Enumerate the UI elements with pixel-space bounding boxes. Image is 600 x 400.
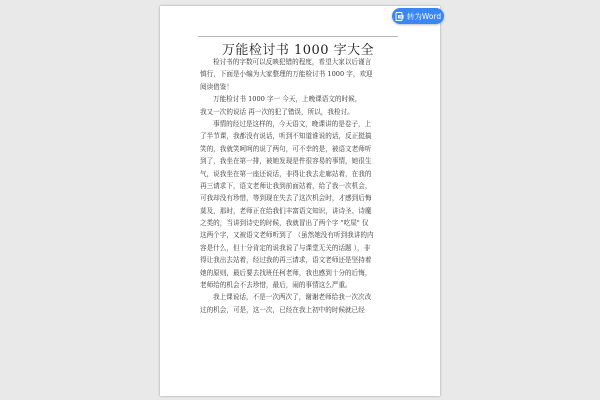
body-line: 莫及，那时，老师正在给我们丰富语文知识，讲诗圣、诗魔 (200, 206, 372, 215)
body-line: 我上课说话，不是一次两次了，谢谢老师给我一次次改 (213, 293, 372, 302)
word-file-icon (395, 12, 404, 21)
body-line: 这两个字，又被语文老师听到了 （虽然她没有听到我讲的内 (200, 231, 374, 240)
body-line: 到了，我坐在第一排，被她发现是件很容易的事情，她很生 (200, 157, 372, 166)
body-line: 她的原则，最后要去找班任柯老师，我也感到十分的后悔， (200, 268, 372, 277)
body-line: 了半节课，我都没有说话，听到不知道谁说的话，反正挺搞 (200, 132, 372, 141)
body-line: 笑的，我就笑呵呵的说了两句，可不幸的是，被语文老师听 (200, 144, 372, 153)
body-line: 气，说我坐在第一座还说话，非得让我去走廊站着，在我的 (200, 169, 372, 178)
body-line: 再三请求下，语文老师让我到前面站着，给了我一次机会， (200, 181, 372, 190)
document-title: 万能检讨书 1000 字大全 (221, 43, 375, 58)
body-line: 慎行，下面是小编为大家整理的万能检讨书 1000 字，欢迎 (200, 70, 373, 79)
body-line: 可我却没有珍惜，等到现在失去了这次机会时，才感到后悔 (200, 194, 372, 203)
title-divider (198, 36, 398, 37)
body-line: 容是什么，但十分肯定的说我说了与课堂无关的话题 ），非 (200, 243, 371, 252)
body-line: 我又一次的说话 再一次的犯了错误，所以，我检讨。 (200, 107, 354, 116)
body-line: 老师给的机会不去珍惜，最后，闹的事情这么严重。 (200, 281, 352, 290)
body-line: 过的机会，可是，这一次，已经在我上初中的时候就已经 (200, 305, 365, 314)
convert-button-label: 转为Word (406, 11, 442, 21)
body-line: 检讨书的字数可以反映犯错的程度，希望大家以后谨言 (213, 58, 372, 66)
body-line: 之类的，当讲到诗史的时候，我就冒出了两个字 "吃屎" 仅 (200, 219, 369, 228)
svg-text:W: W (398, 14, 403, 19)
body-line: 得让我出去站着，经过我的再三请求，语文老师还是坚持着 (200, 256, 372, 265)
convert-to-word-button[interactable] (392, 8, 444, 24)
body-line: 事情的经过是这样的，今天语文，晚课讲的是卷子，上 (213, 119, 372, 128)
body-line: 万能检讨书 1000 字一 今天，上晚课语文的时候， (213, 95, 362, 104)
document-body (200, 56, 386, 316)
body-line: 阅读借鉴！ (200, 82, 233, 91)
